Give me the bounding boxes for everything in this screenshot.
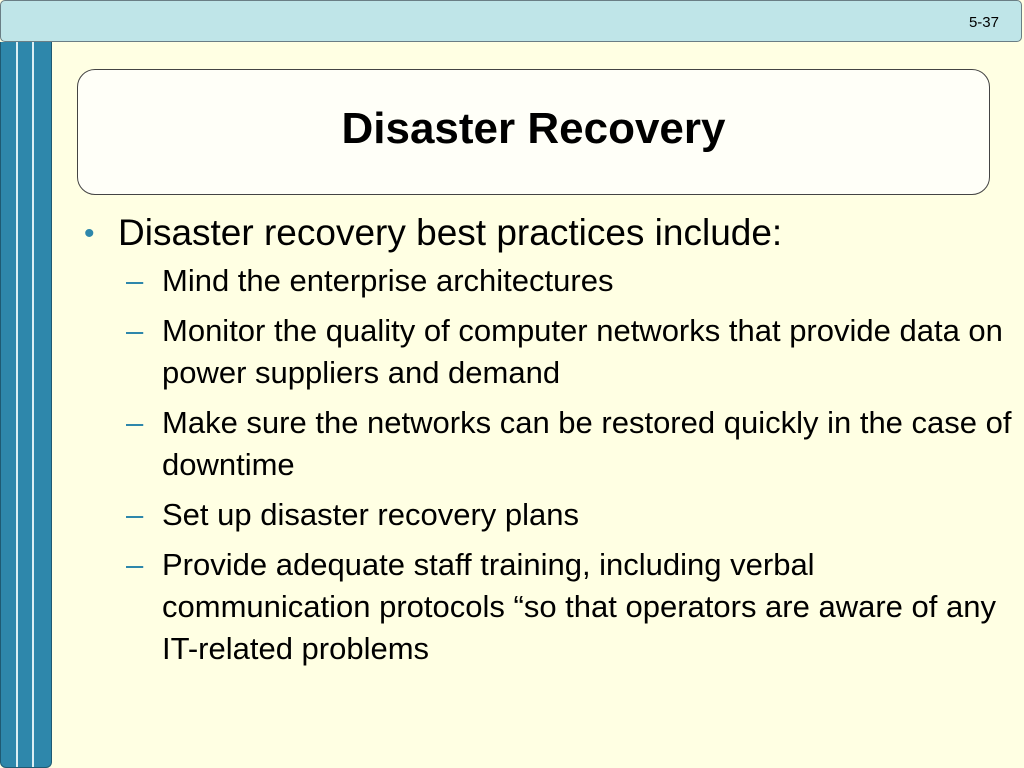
sub-bullet-text: Provide adequate staff training, including verbal communication protocols “so that operators are aware of any IT-related problems [162,547,996,666]
slide-content [80,208,1015,678]
sub-bullet-text: Mind the enterprise architectures [162,263,614,298]
sub-bullet-text: Monitor the quality of computer networks that provide data on power suppliers and demand [162,313,1003,390]
dash-marker: – [126,405,144,440]
sub-bullet-item [126,310,1015,394]
dash-marker: – [126,497,144,532]
sub-bullet-item [126,402,1015,486]
sub-bullet-item [126,494,1015,536]
title-box [77,69,990,195]
sub-bullet-list [126,260,1015,670]
header-bar [0,0,1022,42]
sub-bullet-item [126,544,1015,670]
main-bullet-text: Disaster recovery best practices include: [118,212,783,253]
dash-marker: – [126,313,144,348]
slide-number: 5-37 [968,14,999,31]
sub-bullet-text: Make sure the networks can be restored quickly in the case of downtime [162,405,1012,482]
main-bullet [80,208,1015,260]
sub-bullet-text: Set up disaster recovery plans [162,497,579,532]
dash-marker: – [126,263,144,298]
side-bar-stripe [32,42,34,767]
slide-title: Disaster Recovery [341,104,726,153]
side-bar [0,42,52,768]
bullet-marker: • [84,217,95,250]
side-bar-stripe [16,42,18,767]
sub-bullet-item [126,260,1015,302]
dash-marker: – [126,547,144,582]
